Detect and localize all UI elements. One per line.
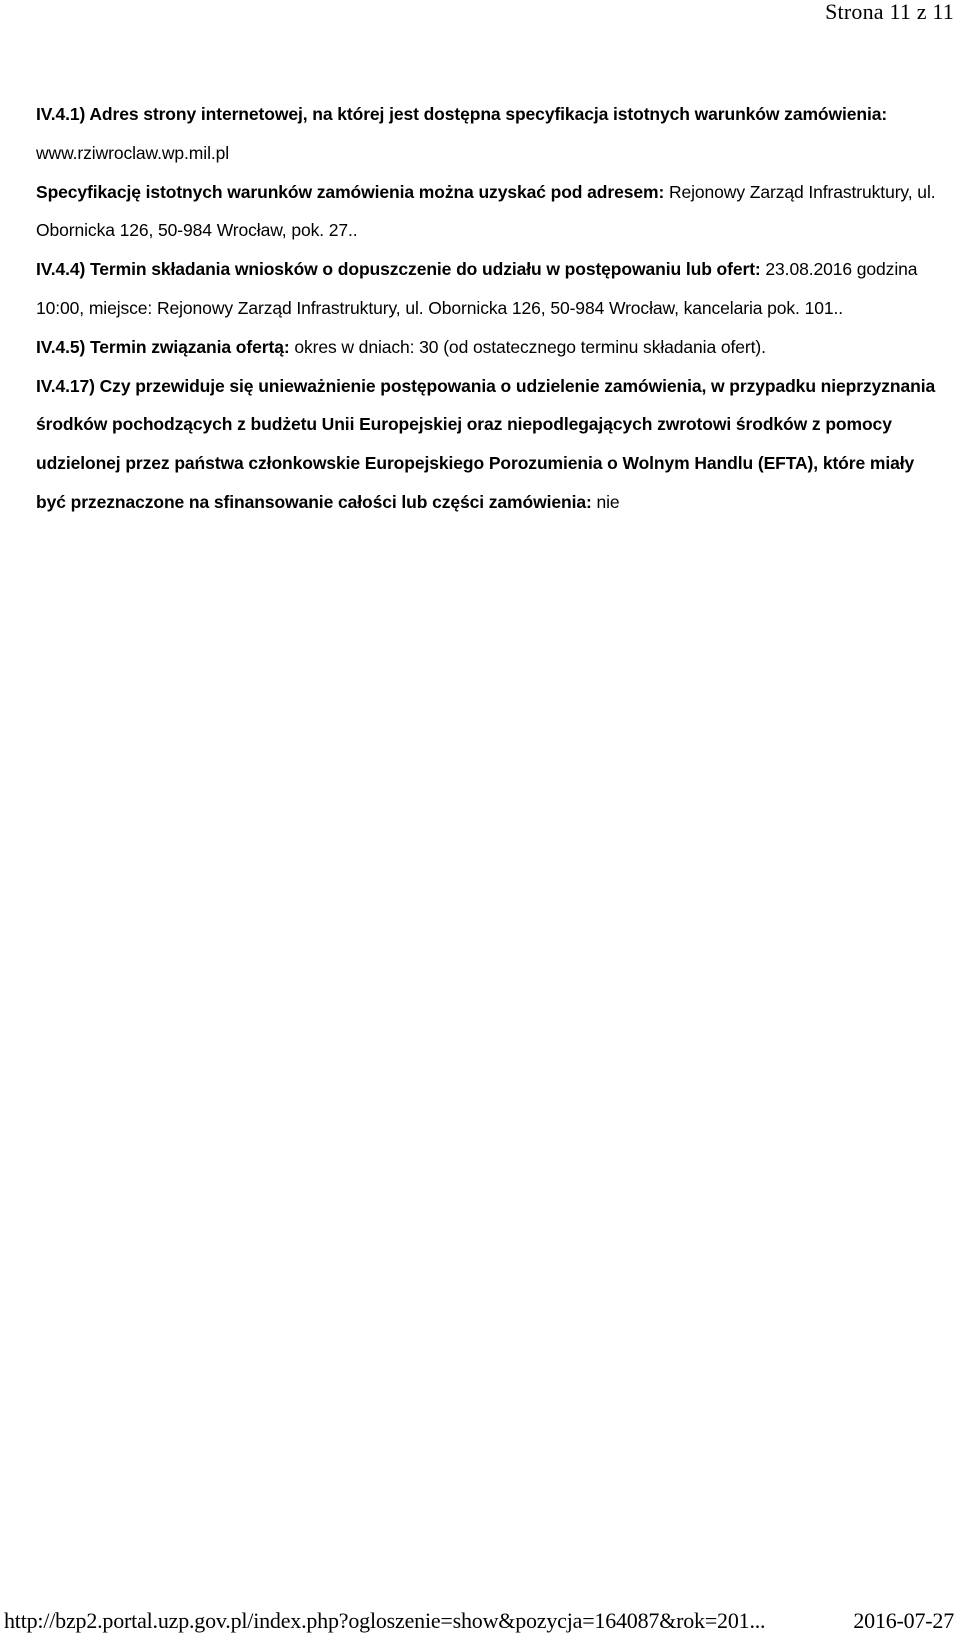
section-iv-4-5 bbox=[36, 328, 946, 367]
section-iv-4-1 bbox=[36, 95, 946, 173]
notice-content bbox=[36, 95, 946, 522]
section-iv-4-4-label: IV.4.4) Termin składania wniosków o dopuszczenie do udziału w postępowaniu lub ofert: bbox=[36, 259, 761, 280]
section-iv-4-17-label: IV.4.17) Czy przewiduje się unieważnienie postępowania o udzielenie zamówienia, w przypadku nieprzyznania środków pochodzących z budżetu Unii Europejskiej oraz niepodlegających zwrotowi środków z pomocy udzielonej przez państwa członkowskie Europejskiego Porozumienia o Wolnym Handlu (EFTA), które miały być przeznaczone na sfinansowanie całości lub części zamówienia: bbox=[36, 375, 936, 512]
section-iv-4-5-label: IV.4.5) Termin związania ofertą: bbox=[36, 336, 290, 357]
section-iv-4-5-value: okres w dniach: 30 (od ostatecznego terminu składania ofert). bbox=[294, 336, 766, 357]
section-iv-4-4-value: 23.08.2016 godzina 10:00, miejsce: Rejonowy Zarząd Infrastruktury, ul. Obornicka 126, 50-984 Wrocław, kancelaria pok. 101.. bbox=[36, 259, 918, 318]
section-iv-4-4 bbox=[36, 250, 946, 328]
section-iv-4-1-label: IV.4.1) Adres strony internetowej, na której jest dostępna specyfikacja istotnych warunków zamówienia: bbox=[36, 104, 888, 124]
section-iv-4-17-value: nie bbox=[596, 491, 620, 512]
page-number-header: Strona 11 z 11 bbox=[825, 0, 954, 24]
section-specification-label: Specyfikację istotnych warunków zamówienia można uzyskać pod adresem: bbox=[36, 181, 665, 202]
section-iv-4-1-value: www.rziwroclaw.wp.mil.pl bbox=[36, 142, 230, 163]
footer-url: http://bzp2.portal.uzp.gov.pl/index.php?ogloszenie=show&pozycja=164087&rok=201... bbox=[4, 1608, 766, 1633]
section-iv-4-17 bbox=[36, 367, 946, 522]
section-specification-value: Rejonowy Zarząd Infrastruktury, ul. Obornicka 126, 50-984 Wrocław, pok. 27.. bbox=[36, 181, 936, 241]
section-specification bbox=[36, 173, 946, 251]
footer-date: 2016-07-27 bbox=[853, 1608, 954, 1633]
page-footer bbox=[4, 1608, 954, 1634]
